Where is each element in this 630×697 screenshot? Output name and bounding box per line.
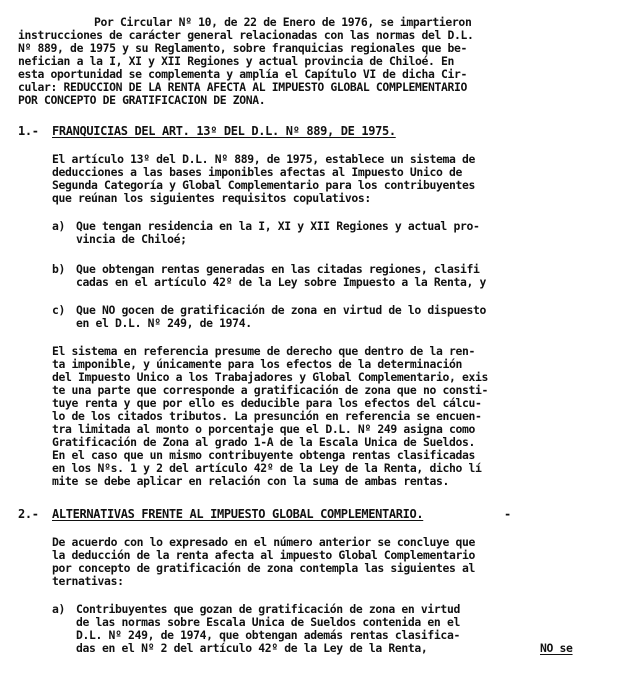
intro-line: nefician a la I, XI y XII Regiones y actual provincia de Chiloé. En (18, 54, 455, 68)
paragraph-line: del Impuesto Unico a los Trabajadores y Global Complementario, exis (52, 370, 489, 384)
section-title: ALTERNATIVAS FRENTE AL IMPUESTO GLOBAL COMPLEMENTARIO. (52, 507, 424, 521)
paragraph-line: De acuerdo con lo expresado en el número anterior se concluye que (52, 535, 476, 549)
section-number: 1.- (18, 124, 39, 138)
paragraph-line: tuye renta y que por ello es deducible para los efectos del cálcu- (52, 396, 482, 410)
list-item-line: D.L. Nº 249, de 1974, que obtengan además rentas clasifica- (76, 628, 460, 642)
list-item-label: b) (52, 262, 66, 276)
paragraph-line: tra limitada al monto o porcentaje que el D.L. Nº 249 asigna como (52, 422, 476, 436)
section-title-suffix: - (504, 507, 511, 521)
paragraph-line: lo de los citados tributos. La presunción en referencia se encuen- (52, 409, 482, 423)
section-title: FRANQUICIAS DEL ART. 13º DEL D.L. Nº 889, DE 1975. (52, 124, 396, 138)
paragraph-line: ta imponible, y únicamente para los efectos de la determinación (52, 357, 462, 371)
paragraph-line: que reúnan los siguientes requisitos copulativos: (52, 191, 371, 205)
intro-line: Nº 889, de 1975 y su Reglamento, sobre franquicias regionales que be- (18, 41, 468, 55)
paragraph-line: El artículo 13º del D.L. Nº 889, de 1975, establece un sistema de (52, 152, 476, 166)
paragraph-line: te una parte que corresponde a gratificación de zona que no consti- (52, 383, 489, 397)
list-item-label: a) (52, 219, 66, 233)
paragraph-line: en los Nºs. 1 y 2 del artículo 42º de la Ley de la Renta, dicho lí (52, 461, 482, 475)
paragraph-line: ternativas: (52, 574, 124, 588)
paragraph-line: Segunda Categoría y Global Complementario para los contribuyentes (52, 178, 476, 192)
paragraph-line: En el caso que un mismo contribuyente obtenga rentas clasificadas (52, 448, 476, 462)
intro-line: esta oportunidad se complementa y amplía el Capítulo VI de dicha Cir- (18, 67, 468, 81)
paragraph-line: la deducción de la renta afecta al impuesto Global Complementario (52, 548, 476, 562)
intro-line: instrucciones de carácter general relacionadas con las normas del D.L. (18, 28, 474, 42)
list-item-label: a) (52, 602, 66, 616)
list-item-line: vincia de Chiloé; (76, 232, 187, 246)
section-number: 2.- (18, 507, 39, 521)
list-item-line: das en el Nº 2 del artículo 42º de la Ley de la Renta, (76, 641, 434, 655)
underlined-text: NO se (540, 641, 573, 655)
paragraph-line: deducciones a las bases imponibles afectas al Impuesto Unico de (52, 165, 462, 179)
paragraph-line: Gratificación de Zona al grado 1-A de la Escala Unica de Sueldos. (52, 435, 476, 449)
list-item-line: Que tengan residencia en la I, XI y XII Regiones y actual pro- (76, 219, 480, 233)
list-item-line: cadas en el artículo 42º de la Ley sobre Impuesto a la Renta, y (76, 275, 486, 289)
intro-line: Por Circular Nº 10, de 22 de Enero de 1976, se impartieron (94, 15, 472, 29)
list-item-line: de las normas sobre Escala Unica de Sueldos contenida en el (76, 615, 460, 629)
list-item-line: Que obtengan rentas generadas en las citadas regiones, clasifi (76, 262, 480, 276)
list-item-label: c) (52, 303, 66, 317)
list-item-line: Que NO gocen de gratificación de zona en virtud de lo dispuesto (76, 303, 486, 317)
paragraph-line: mite se debe aplicar en relación con la suma de ambas rentas. (52, 474, 449, 488)
intro-line: cular: REDUCCION DE LA RENTA AFECTA AL IMPUESTO GLOBAL COMPLEMENTARIO (18, 80, 468, 94)
list-item-line: en el D.L. Nº 249, de 1974. (76, 316, 252, 330)
list-item-line: Contribuyentes que gozan de gratificación de zona en virtud (76, 602, 460, 616)
intro-line: POR CONCEPTO DE GRATIFICACION DE ZONA. (18, 93, 266, 107)
paragraph-line: por concepto de gratificación de zona contempla las siguientes al (52, 561, 476, 575)
paragraph-line: El sistema en referencia presume de derecho que dentro de la ren- (52, 344, 476, 358)
